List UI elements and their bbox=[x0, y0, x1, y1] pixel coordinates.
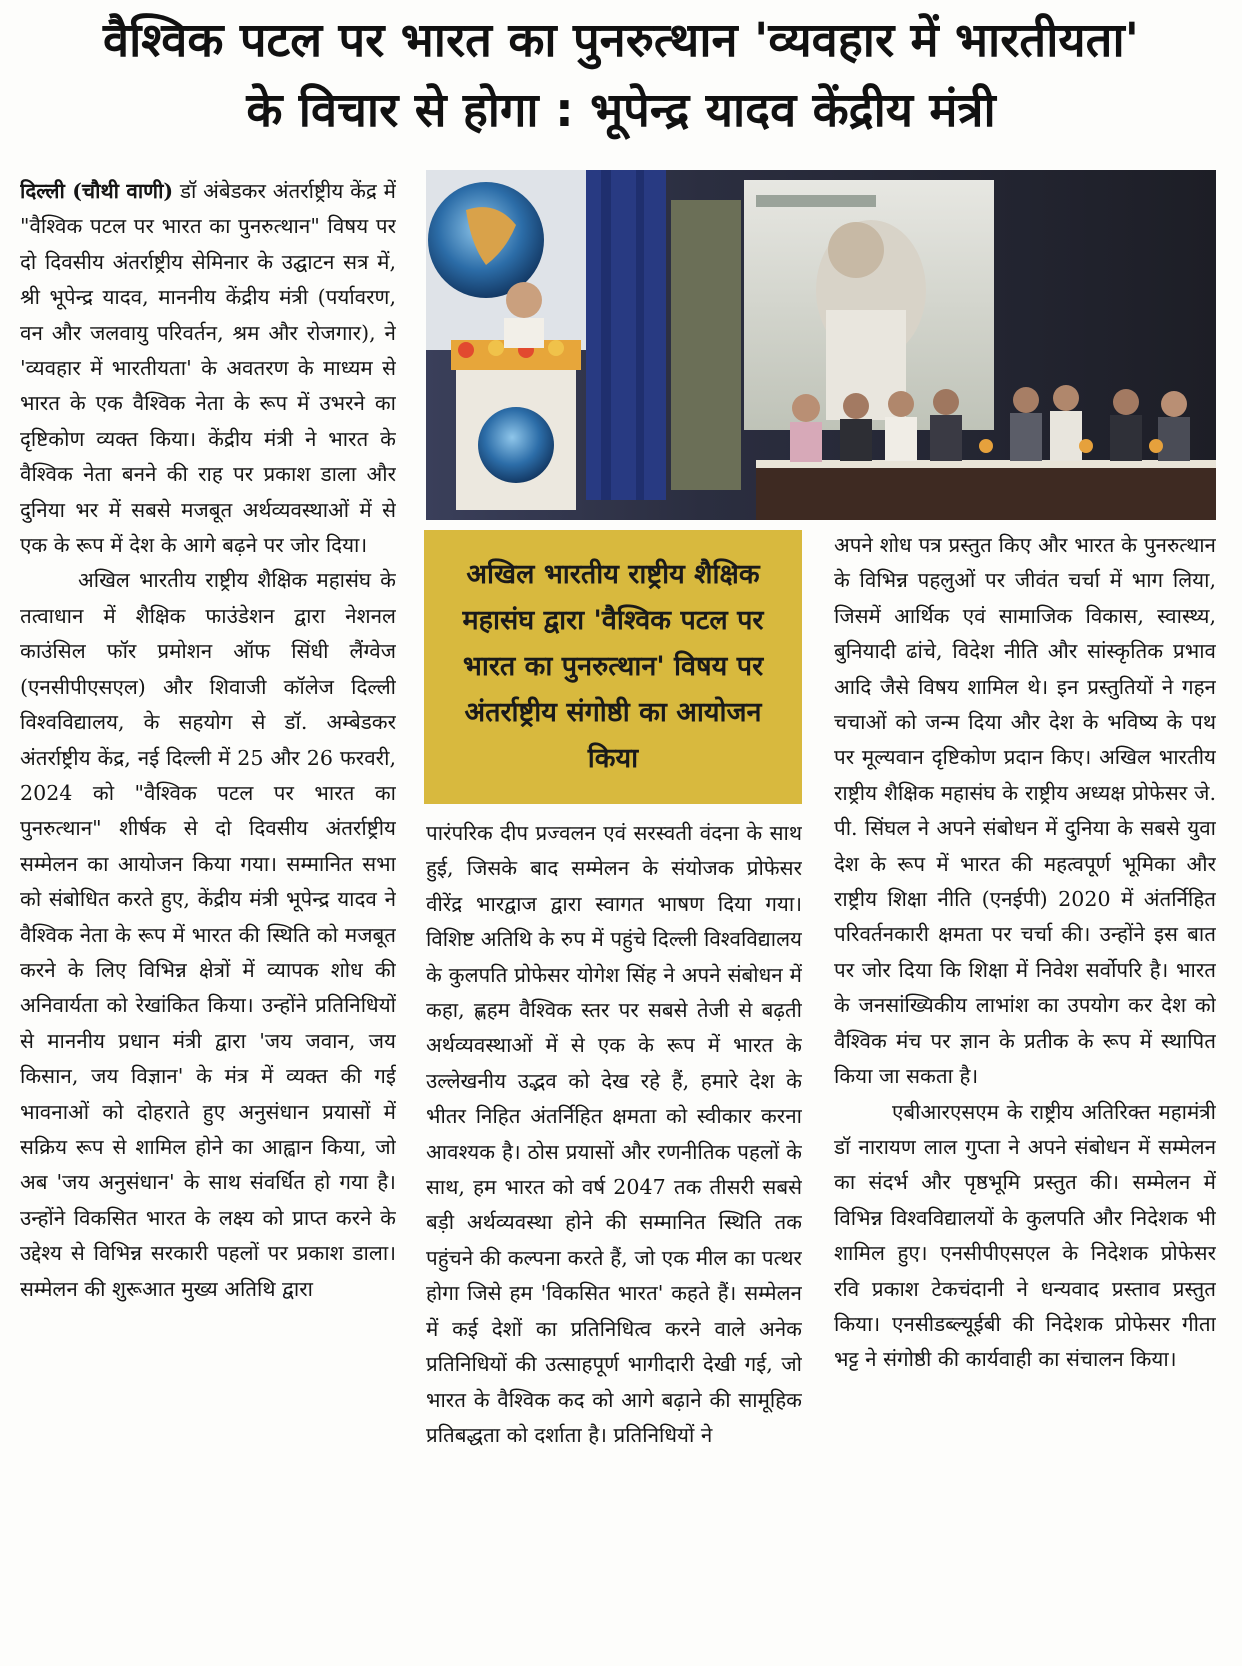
headline-line-2: के विचार से होगा : भूपेन्द्र यादव केंद्रीय मंत्री bbox=[246, 83, 996, 138]
article-paragraph: पारंपरिक दीप प्रज्वलन एवं सरस्वती वंदना के साथ हुई, जिसके बाद सम्मेलन के संयोजक प्रोफेसर वीरेंद्र भारद्वाज द्वारा स्वागत भाषण दिया गया। विशिष्ट अतिथि के रुप में पहुंचे दिल्ली विश्वविद्यालय के कुलपति प्रोफेसर योगेश सिंह ने अपने संबोधन में कहा, ह्णहम वैश्विक स्तर पर सबसे तेजी से बढ़ती अर्थव्यवस्थाओं में से एक के रूप में भारत के उल्लेखनीय उद्भव को देख रहे हैं, हमारे देश के भीतर निहित अंतर्निहित क्षमता को स्वीकार करना आवश्यक है। ठोस प्रयासों और रणनीतिक पहलों के साथ, हम भारत को वर्ष 2047 तक तीसरी सबसे बड़ी अर्थव्यवस्था होने की सम्मानित स्थिति तक पहुंचने की कल्पना करते हैं, जो एक मील का पत्थर होगा जिसे हम 'विकसित भारत' कहते हैं। सम्मेलन में कई देशों का प्रतिनिधित्व करने वाले अनेक प्रतिनिधियों की उत्साहपूर्ण भागीदारी देखी गई, जो भारत के वैश्विक कद को आगे बढ़ाने की सामूहिक प्रतिबद्धता को दर्शाता है। प्रतिनिधियों ने bbox=[426, 821, 802, 1447]
article-column-3 bbox=[834, 528, 1216, 1662]
article-paragraph bbox=[20, 174, 396, 563]
event-photo bbox=[426, 170, 1216, 520]
highlight-box: अखिल भारतीय राष्ट्रीय शैक्षिक महासंघ द्वारा 'वैश्विक पटल पर भारत का पुनरुत्थान' विषय पर अंतर्राष्ट्रीय संगोष्ठी का आयोजन किया bbox=[424, 530, 802, 804]
headline-line-1: वैश्विक पटल पर भारत का पुनरुत्थान 'व्यवहार में भारतीयता' bbox=[102, 13, 1140, 68]
article-text: डॉ अंबेडकर अंतर्राष्ट्रीय केंद्र में "वैश्विक पटल पर भारत का पुनरुत्थान" विषय पर दो दिवसीय अंतर्राष्ट्रीय सेमिनार के उद्घाटन सत्र में, श्री भूपेन्द्र यादव, माननीय केंद्रीय मंत्री (पर्यावरण, वन और जलवायु परिवर्तन, श्रम और रोजगार), ने 'व्यवहार में भारतीयता' के अवतरण के माध्यम से भारत के एक वैश्विक नेता के रूप में उभरने का दृष्टिकोण व्यक्त किया। केंद्रीय मंत्री ने भारत के वैश्विक नेता बनने की राह पर प्रकाश डाला और दुनिया भर में सबसे मजबूत अर्थव्यवस्थाओं में से एक के रूप में देश के आगे बढ़ने पर जोर दिया। bbox=[20, 179, 396, 558]
article-paragraph: एबीआरएसएम के राष्ट्रीय अतिरिक्त महामंत्री डॉ नारायण लाल गुप्ता ने अपने संबोधन में सम्मेलन का संदर्भ और पृष्ठभूमि प्रस्तुत की। सम्मेलन में विभिन्न विश्वविद्यालयों के कुलपति और निदेशक भी शामिल हुए। एनसीपीएसएल के निदेशक प्रोफेसर रवि प्रकाश टेकचंदानी ने धन्यवाद प्रस्ताव प्रस्तुत किया। एनसीडब्ल्यूईबी की निदेशक प्रोफेसर गीता भट्ट ने संगोष्ठी की कार्यवाही का संचालन किया। bbox=[834, 1099, 1216, 1372]
stage-photo-illustration bbox=[426, 170, 1216, 520]
article-column-2 bbox=[426, 816, 802, 1662]
article-paragraph: अखिल भारतीय राष्ट्रीय शैक्षिक महासंघ के तत्वाधान में शैक्षिक फाउंडेशन द्वारा नेशनल काउंसिल फॉर प्रमोशन ऑफ सिंधी लैंग्वेज (एनसीपीएसएल) और शिवाजी कॉलेज दिल्ली विश्वविद्यालय, के सहयोग से डॉ. अम्बेडकर अंतर्राष्ट्रीय केंद्र, नई दिल्ली में 25 और 26 फरवरी, 2024 को "वैश्विक पटल पर भारत का पुनरुत्थान" शीर्षक से दो दिवसीय अंतर्राष्ट्रीय सम्मेलन का आयोजन किया गया। सम्मानित सभा को संबोधित करते हुए, केंद्रीय मंत्री भूपेन्द्र यादव ने वैश्विक नेता के रूप में भारत की स्थिति को मजबूत करने के लिए विभिन्न क्षेत्रों में व्यापक शोध की अनिवार्यता को रेखांकित किया। उन्होंने प्रतिनिधियों से माननीय प्रधान मंत्री द्वारा 'जय जवान, जय किसान, जय विज्ञान' के मंत्र में व्यक्त की गई भावनाओं को दोहराते हुए अनुसंधान प्रयासों में सक्रिय रूप से शामिल होने का आह्वान किया, जो अब 'जय अनुसंधान' के साथ संवर्धित हो गया है। उन्होंने विकसित भारत के लक्ष्य को प्राप्त करने के उद्देश्य से विभिन्न सरकारी पहलों पर प्रकाश डाला। सम्मेलन की शुरूआत मुख्य अतिथि द्वारा bbox=[20, 568, 396, 1301]
dateline: दिल्ली (चौथी वाणी) bbox=[20, 179, 174, 203]
article-column-1 bbox=[20, 174, 396, 1660]
headline bbox=[0, 6, 1242, 146]
article-paragraph: अपने शोध पत्र प्रस्तुत किए और भारत के पुनरुत्थान के विभिन्न पहलुओं पर जीवंत चर्चा में भाग लिया, जिसमें आर्थिक एवं सामाजिक विकास, स्वास्थ्य, बुनियादी ढांचे, विदेश नीति और सांस्कृतिक प्रभाव आदि जैसे विषय शामिल थे। इन प्रस्तुतियों ने गहन चचाओं को जन्म दिया और देश के भविष्य के पथ पर मूल्यवान दृष्टिकोण प्रदान किए। अखिल भारतीय राष्ट्रीय शैक्षिक महासंघ के राष्ट्रीय अध्यक्ष प्रोफेसर जे. पी. सिंघल ने अपने संबोधन में दुनिया के सबसे युवा देश के रूप में भारत की महत्वपूर्ण भूमिका और राष्ट्रीय शिक्षा नीति (एनईपी) 2020 में अंतर्निहित परिवर्तनकारी क्षमता पर चर्चा की। उन्होंने इस बात पर जोर दिया कि शिक्षा में निवेश सर्वोपरि है। भारत के जनसांख्यिकीय लाभांश का उपयोग कर देश को वैश्विक मंच पर ज्ञान के प्रतीक के रूप में स्थापित किया जा सकता है। bbox=[834, 533, 1216, 1089]
